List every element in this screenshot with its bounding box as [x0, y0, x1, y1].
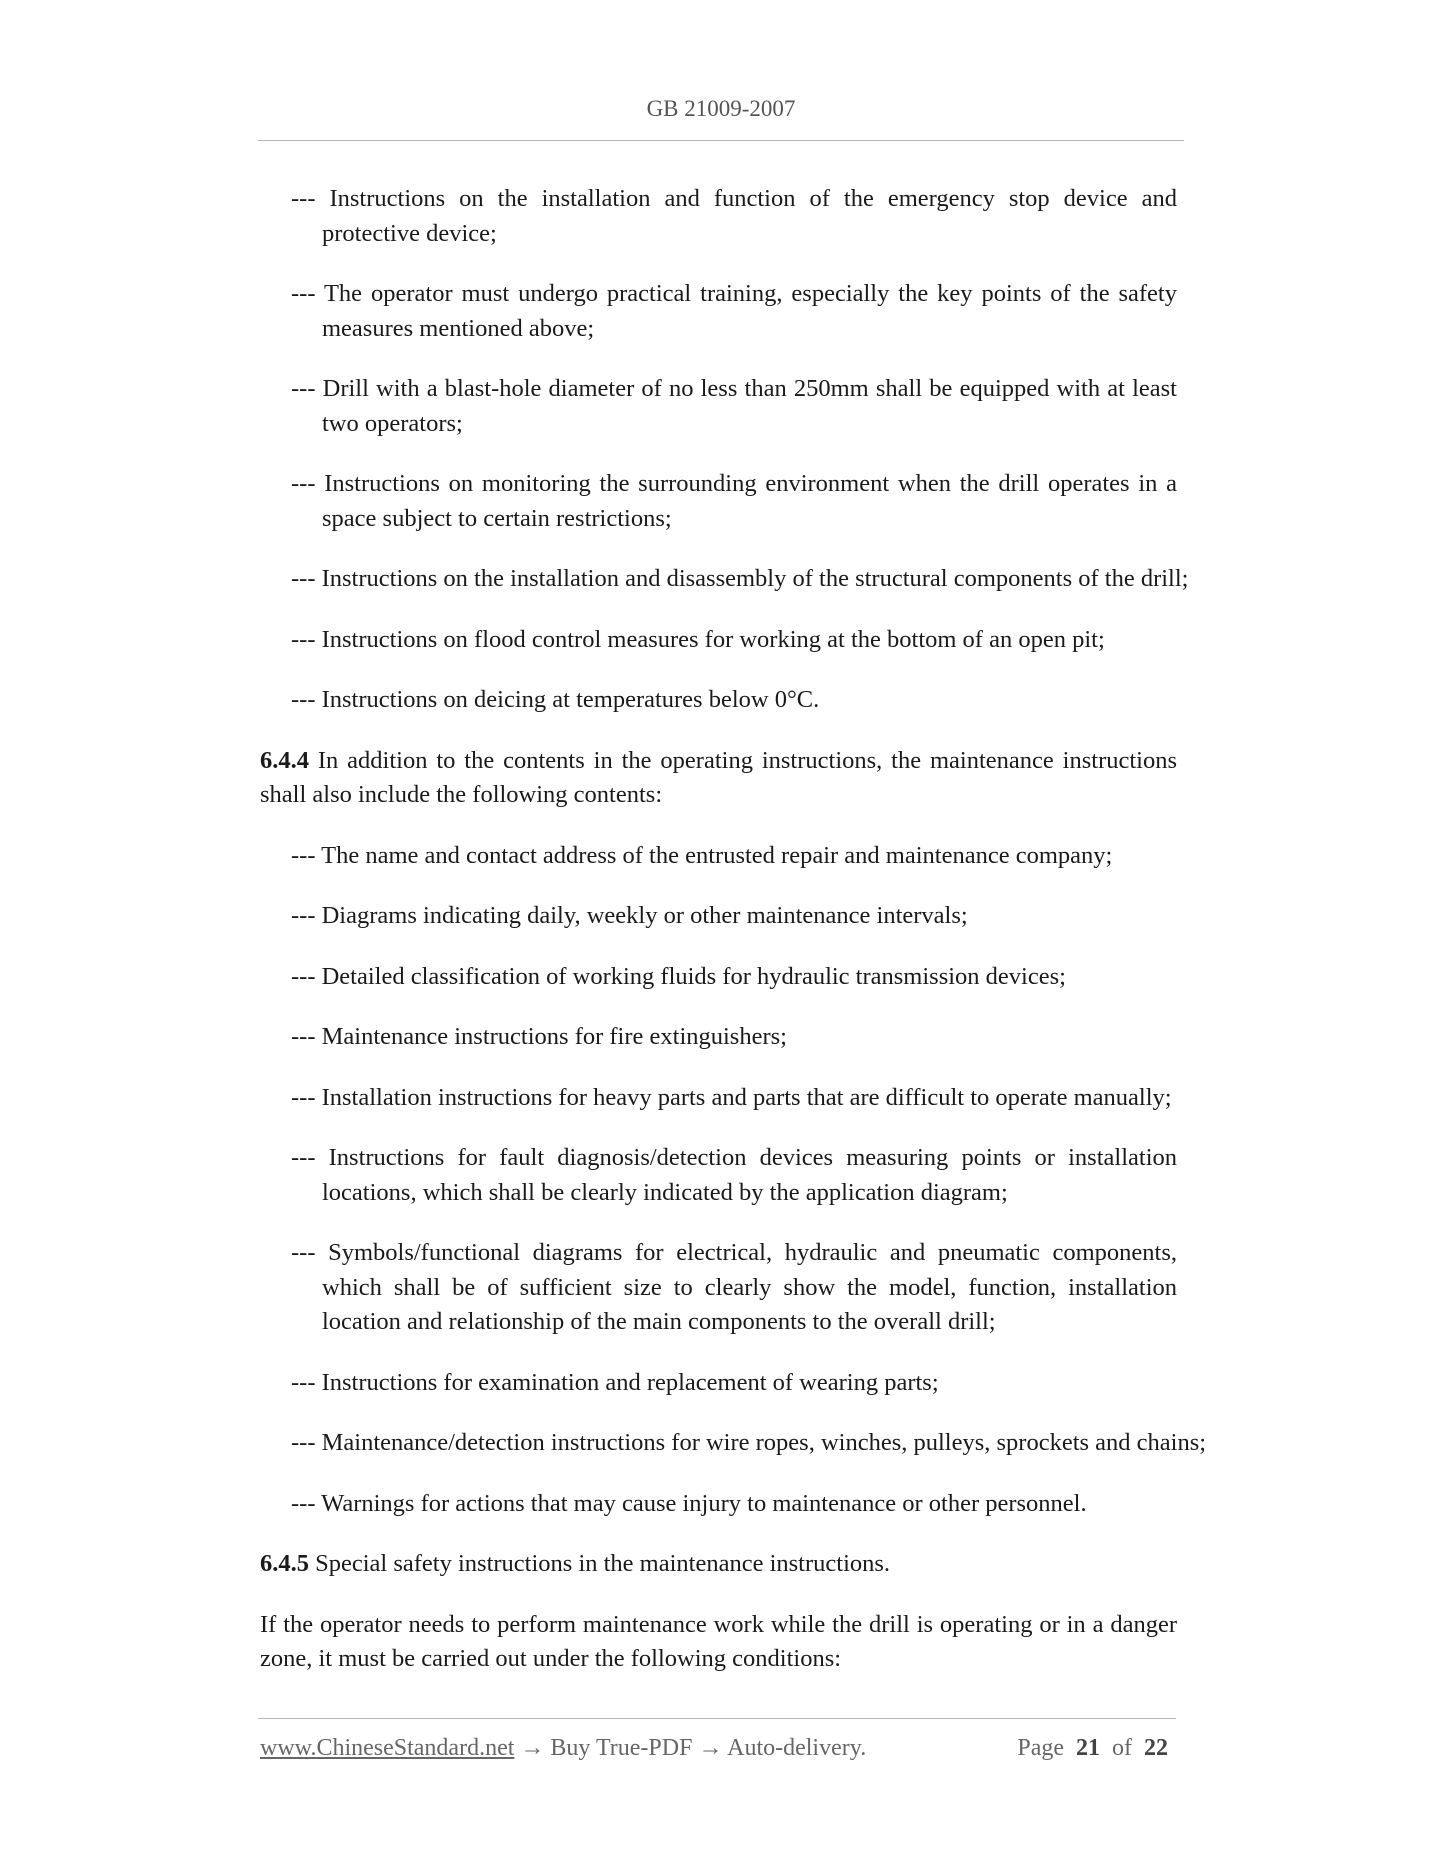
list-item: --- Instructions on the installation and function of the emergency stop device and protective device; [291, 185, 1177, 247]
list-item: --- Diagrams indicating daily, weekly or other maintenance intervals; [291, 902, 968, 929]
page-header: GB 21009-2007 [646, 96, 796, 121]
list-item: --- Maintenance instructions for fire extinguishers; [291, 1023, 787, 1050]
clause-number: 6.4.4 [260, 746, 309, 774]
document-body [260, 182, 1207, 1703]
footer-promo [260, 1735, 866, 1762]
list-item: --- The operator must undergo practical training, especially the key points of the safety measures mentioned above; [291, 280, 1177, 342]
list-item: --- Instructions on the installation and disassembly of the structural components of the drill; [291, 565, 1189, 592]
clause-6-4-5 [260, 1547, 1177, 1582]
list-item: --- Instructions for examination and replacement of wearing parts; [291, 1368, 939, 1396]
promo-text: → Buy True-PDF → Auto-delivery. [514, 1735, 867, 1761]
list-item: --- Instructions on monitoring the surrounding environment when the drill operates in a space subject to certain restrictions; [291, 470, 1177, 532]
list-item: --- Warnings for actions that may cause injury to maintenance or other personnel. [291, 1489, 1087, 1517]
page-number [1017, 1735, 1168, 1762]
list-item: --- Drill with a blast-hole diameter of no less than 250mm shall be equipped with at least two operators; [291, 375, 1177, 437]
page-label: Page [1017, 1735, 1064, 1761]
clause-number: 6.4.5 [260, 1550, 309, 1577]
clause-text: Special safety instructions in the maintenance instructions. [309, 1550, 891, 1577]
list-item: --- Installation instructions for heavy parts and parts that are difficult to operate manually; [291, 1083, 1172, 1111]
clause-text: In addition to the contents in the operating instructions, the maintenance instructions shall also include the following contents: [260, 746, 1177, 808]
page-current: 21 [1076, 1735, 1100, 1761]
closing-paragraph: If the operator needs to perform maintenance work while the drill is operating or in a danger zone, it must be carried out under the following conditions: [260, 1610, 1177, 1672]
list-item: --- Instructions for fault diagnosis/detection devices measuring points or installation locations, which shall be clearly indicated by the application diagram; [291, 1144, 1177, 1206]
page-total: 22 [1144, 1735, 1168, 1761]
list-item: --- Maintenance/detection instructions for wire ropes, winches, pulleys, sprockets and chains; [291, 1429, 1207, 1456]
list-item: --- Detailed classification of working fluids for hydraulic transmission devices; [291, 962, 1066, 990]
page-of: of [1112, 1735, 1132, 1761]
clause-6-4-4 [260, 744, 1177, 813]
list-item: --- The name and contact address of the entrusted repair and maintenance company; [291, 841, 1113, 869]
list-item: --- Instructions on flood control measures for working at the bottom of an open pit; [291, 625, 1105, 653]
list-item: --- Symbols/functional diagrams for electrical, hydraulic and pneumatic components, which shall be of sufficient size to clearly show the model, function, installation location and relationship of the main components to the overall drill; [291, 1239, 1177, 1335]
site-link[interactable]: www.ChineseStandard.net [260, 1735, 515, 1761]
footer-divider [258, 1718, 1176, 1719]
header-divider [258, 140, 1184, 141]
list-item: --- Instructions on deicing at temperatures below 0°C. [291, 686, 820, 713]
